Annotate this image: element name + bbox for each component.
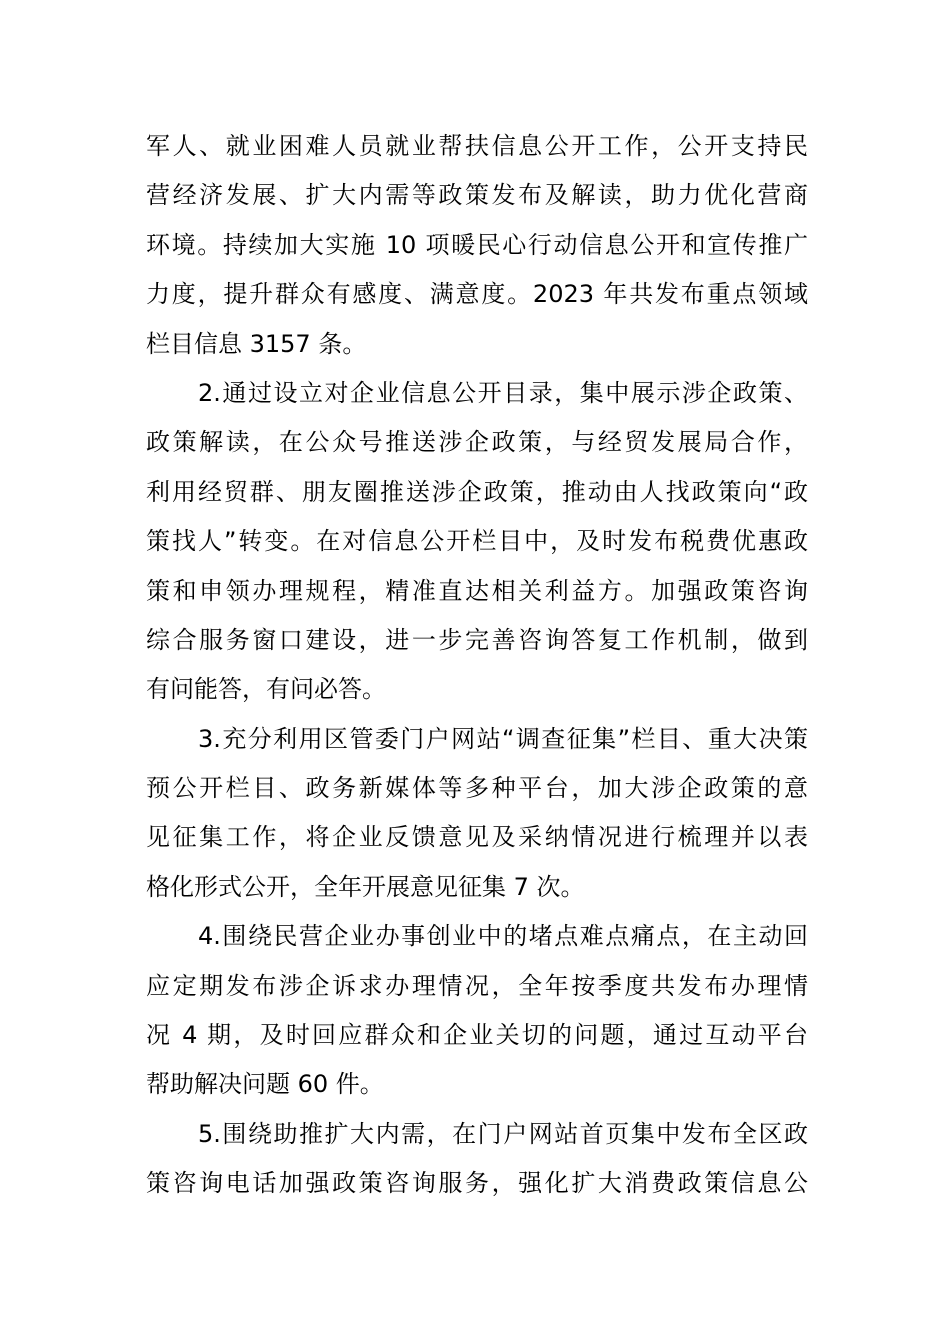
text-line: 2.通过设立对企业信息公开目录，集中展示涉企政策、 bbox=[198, 378, 808, 407]
document-body bbox=[146, 122, 808, 1209]
text-line: 4.围绕民营企业办事创业中的堵点难点痛点，在主动回 bbox=[198, 922, 808, 951]
text-line: 栏目信息 3157 条。 bbox=[146, 329, 367, 358]
text-line: 军人、就业困难人员就业帮扶信息公开工作，公开支持民 bbox=[146, 132, 808, 160]
text-line: 综合服务窗口建设，进一步完善咨询答复工作机制，做到 bbox=[146, 625, 808, 654]
text-line: 况 4 期，及时回应群众和企业关切的问题，通过互动平台 bbox=[146, 1021, 808, 1050]
text-line: 策咨询电话加强政策咨询服务，强化扩大消费政策信息公 bbox=[146, 1169, 808, 1198]
text-line: 3.充分利用区管委门户网站“调查征集”栏目、重大决策 bbox=[198, 724, 808, 753]
text-line: 见征集工作，将企业反馈意见及采纳情况进行梳理并以表 bbox=[146, 823, 808, 852]
text-line: 帮助解决问题 60 件。 bbox=[146, 1070, 384, 1099]
text-line: 格化形式公开，全年开展意见征集 7 次。 bbox=[146, 872, 585, 901]
text-line: 应定期发布涉企诉求办理情况，全年按季度共发布办理情 bbox=[146, 971, 808, 1000]
text-line: 力度，提升群众有感度、满意度。2023 年共发布重点领域 bbox=[146, 280, 808, 309]
text-line: 政策解读，在公众号推送涉企政策，与经贸发展局合作， bbox=[146, 428, 808, 457]
text-line: 预公开栏目、政务新媒体等多种平台，加大涉企政策的意 bbox=[146, 774, 808, 803]
text-line: 环境。持续加大实施 10 项暖民心行动信息公开和宣传推广 bbox=[146, 230, 808, 259]
text-line: 策找人”转变。在对信息公开栏目中，及时发布税费优惠政 bbox=[146, 527, 808, 556]
text-line: 策和申领办理规程，精准直达相关利益方。加强政策咨询 bbox=[146, 576, 808, 605]
text-line: 利用经贸群、朋友圈推送涉企政策，推动由人找政策向“政 bbox=[146, 477, 808, 506]
text-line: 5.围绕助推扩大内需，在门户网站首页集中发布全区政 bbox=[198, 1119, 808, 1148]
text-line: 有问能答，有问必答。 bbox=[146, 675, 386, 704]
text-line: 营经济发展、扩大内需等政策发布及解读，助力优化营商 bbox=[146, 181, 808, 210]
